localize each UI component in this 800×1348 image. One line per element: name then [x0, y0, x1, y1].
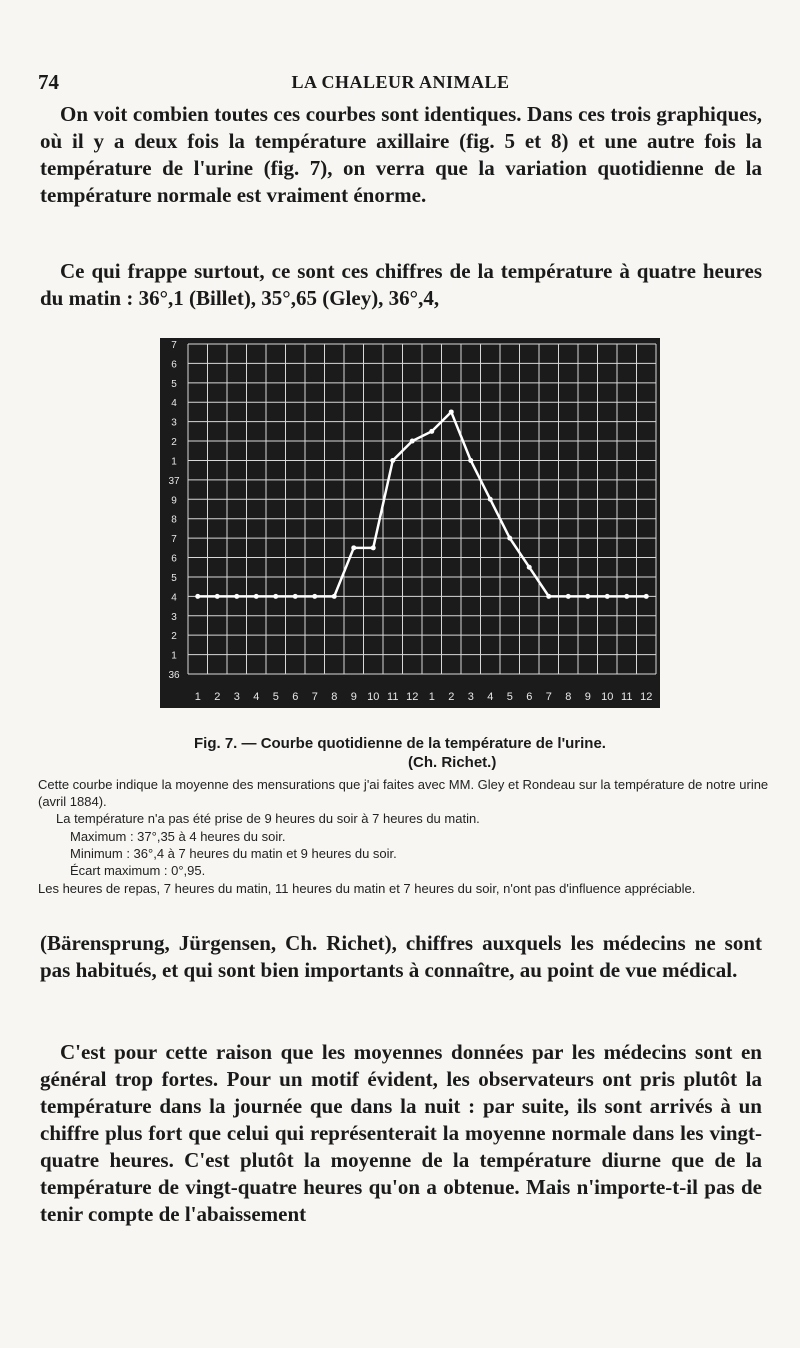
- data-point: [234, 594, 239, 599]
- running-title: LA CHALEUR ANIMALE: [291, 72, 510, 92]
- data-point: [351, 545, 356, 550]
- data-point: [644, 594, 649, 599]
- y-tick-label: 1: [171, 650, 177, 662]
- y-tick-label: 3: [171, 417, 177, 429]
- x-tick-label: 10: [367, 691, 380, 703]
- x-tick-label: 9: [350, 691, 357, 703]
- body-paragraph-2: Ce qui frappe surtout, ce sont ces chiffres de la température à quatre heures du matin : 36°,1 (Billet), 35°,65 (Gley), 36°,4,: [40, 259, 762, 310]
- data-point: [312, 594, 317, 599]
- data-point: [449, 409, 454, 414]
- data-point: [390, 458, 395, 463]
- x-tick-label: 4: [253, 691, 260, 703]
- x-tick-label: 7: [545, 691, 552, 703]
- x-tick-label: 6: [292, 691, 299, 703]
- x-tick-label: 4: [487, 691, 494, 703]
- data-point: [566, 594, 571, 599]
- data-point: [410, 439, 415, 444]
- y-tick-label: 6: [171, 359, 177, 371]
- data-point: [293, 594, 298, 599]
- x-tick-label: 7: [311, 691, 318, 703]
- figure-caption: Fig. 7. — Courbe quotidienne de la température de l'urine.: [194, 735, 606, 752]
- x-tick-label: 2: [448, 691, 455, 703]
- data-point: [332, 594, 337, 599]
- data-point: [585, 594, 590, 599]
- x-tick-label: 5: [272, 691, 279, 703]
- x-tick-label: 11: [387, 691, 399, 703]
- page-header: [38, 70, 763, 96]
- data-point: [488, 497, 493, 502]
- data-point: [254, 594, 259, 599]
- y-tick-label: 5: [171, 378, 177, 390]
- data-point: [605, 594, 610, 599]
- body-paragraph-1: On voit combien toutes ces courbes sont identiques. Dans ces trois graphiques, où il y a deux fois la température axillaire (fig. 5 et 8) et une autre fois la température de l'urine (fig. 7), on verra que la variation quotidienne de la température normale est vraiment énorme.: [40, 102, 762, 207]
- y-tick-label: 2: [171, 631, 177, 643]
- x-tick-label: 3: [233, 691, 240, 703]
- temperature-curve-svg: [160, 338, 660, 708]
- figure-7-chart: [160, 338, 660, 708]
- x-tick-label: 8: [565, 691, 572, 703]
- y-tick-label: 1: [171, 456, 177, 468]
- y-tick-label: 8: [171, 514, 177, 526]
- x-tick-label: 6: [526, 691, 533, 703]
- y-tick-label: 37: [168, 475, 180, 487]
- figure-note-maximum: Maximum : 37°,35 à 4 heures du soir.: [70, 829, 286, 844]
- y-tick-label: 7: [171, 340, 177, 351]
- x-tick-label: 1: [428, 691, 435, 703]
- y-tick-label: 6: [171, 553, 177, 565]
- x-tick-label: 3: [467, 691, 474, 703]
- y-tick-label: 2: [171, 437, 177, 449]
- data-point: [507, 536, 512, 541]
- y-tick-label: 7: [171, 534, 177, 546]
- data-point: [215, 594, 220, 599]
- chart-background: [160, 338, 660, 708]
- figure-author: (Ch. Richet.): [408, 754, 497, 771]
- y-tick-label: 5: [171, 572, 177, 584]
- x-tick-label: 9: [584, 691, 591, 703]
- y-tick-label: 4: [171, 398, 177, 410]
- x-tick-label: 10: [601, 691, 614, 703]
- x-tick-label: 8: [331, 691, 338, 703]
- x-tick-label: 5: [506, 691, 513, 703]
- figure-note-2: La température n'a pas été prise de 9 heures du soir à 7 heures du matin.: [56, 811, 480, 826]
- body-paragraph-4: C'est pour cette raison que les moyennes données par les médecins sont en général trop fortes. Pour un motif évident, les observateurs ont pris plutôt la température dans la journée que dans la nuit : par suite, ils sont arrivés à un chiffre plus fort que celui qui représenterait la moyenne normale dans les vingt-quatre heures. C'est plutôt la moyenne de la température diurne que de la température de vingt-quatre heures qu'on a obtenue. Mais n'importe-t-il pas de tenir compte de l'abaissement: [40, 1040, 762, 1226]
- x-tick-label: 11: [621, 691, 633, 703]
- y-tick-label: 9: [171, 495, 177, 507]
- data-point: [429, 429, 434, 434]
- figure-note-repas: Les heures de repas, 7 heures du matin, 11 heures du matin et 7 heures du soir, n'ont pas d'influence appréciable.: [38, 881, 696, 896]
- data-point: [527, 565, 532, 570]
- body-paragraph-3: (Bärensprung, Jürgensen, Ch. Richet), chiffres auxquels les médecins ne sont pas habitués, et qui sont bien importants à connaître, au point de vue médical.: [40, 931, 762, 982]
- y-tick-label: 36: [168, 670, 180, 681]
- x-tick-label: 2: [214, 691, 221, 703]
- data-point: [195, 594, 200, 599]
- figure-note-ecart: Écart maximum : 0°,95.: [70, 863, 206, 878]
- data-point: [468, 458, 473, 463]
- y-tick-label: 4: [171, 592, 177, 604]
- page-number: 74: [38, 70, 59, 94]
- figure-note-1: Cette courbe indique la moyenne des mensurations que j'ai faites avec MM. Gley et Rondeau sur la température de notre urine (avril 1884).: [38, 777, 769, 809]
- x-tick-label: 12: [640, 691, 653, 703]
- y-tick-label: 3: [171, 611, 177, 623]
- x-tick-label: 1: [194, 691, 201, 703]
- figure-note-minimum: Minimum : 36°,4 à 7 heures du matin et 9 heures du soir.: [70, 846, 397, 861]
- data-point: [624, 594, 629, 599]
- data-point: [546, 594, 551, 599]
- x-tick-label: 12: [406, 691, 419, 703]
- data-point: [273, 594, 278, 599]
- data-point: [371, 545, 376, 550]
